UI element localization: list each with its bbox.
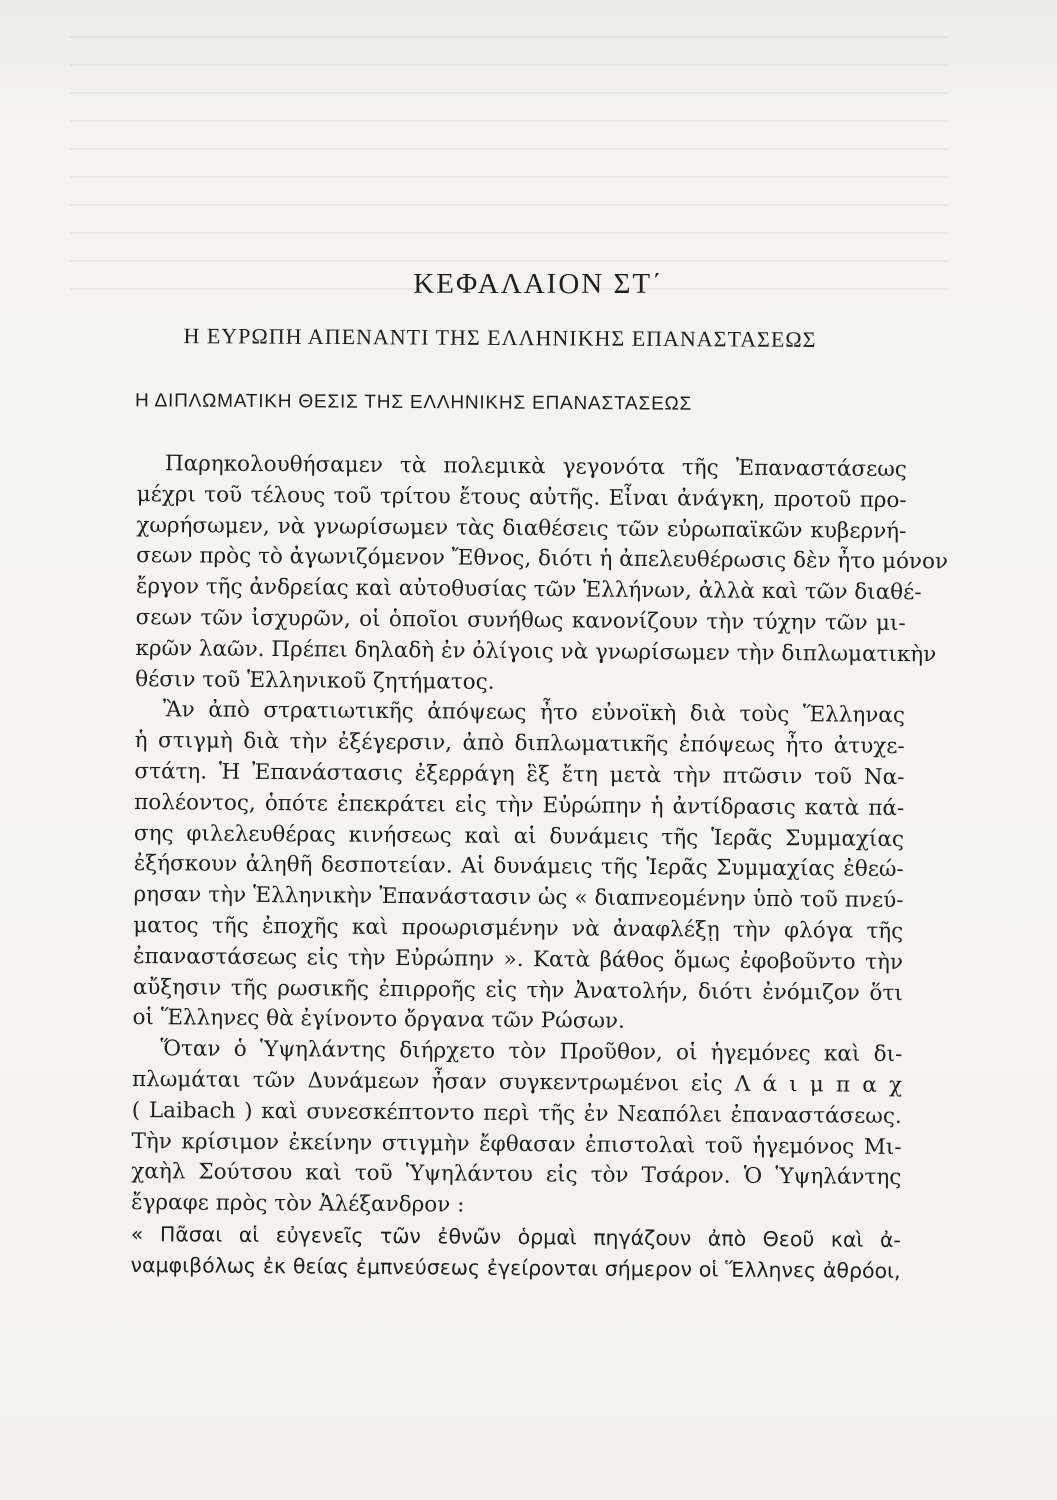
body-line: μέχρι τοῦ τέλους τοῦ τρίτου ἔτους αὐτῆς. Εἶναι ἀνάγκη, προτοῦ προ- [136,481,907,513]
body-line: σεων τῶν ἰσχυρῶν, οἱ ὁποῖοι συνήθως κανονίζουν τὴν τύχην τῶν μι- [135,604,906,637]
body-line: Ἂν ἀπὸ στρατιωτικῆς ἀπόψεως ἦτο εὐνοϊκὴ διὰ τοὺς Ἕλληνας [162,697,906,729]
body-line: ματος τῆς ἐποχῆς καὶ προωρισμένην νὰ ἀναφλέξῃ τὴν φλόγα τῆς [133,912,904,944]
body-line: θέσιν τοῦ Ἑλληνικοῦ ζητήματος. [135,666,495,695]
body-line: στάτη. Ἡ Ἐπανάστασις ἐξερράγη ἓξ ἔτη μετὰ τὴν πτῶσιν τοῦ Να- [134,758,905,791]
body-line: Τὴν κρίσιμον ἐκείνην στιγμὴν ἔφθασαν ἐπιστολαὶ τοῦ ἡγεμόνος Μι- [131,1128,902,1160]
body-line: Παρηκολουθήσαμεν τὰ πολεμικὰ γεγονότα τῆς Ἐπαναστάσεως [164,451,907,483]
body-line: Ὅταν ὁ Ὑψηλάντης διήρχετο τὸν Προῦθον, οἱ ἡγεμόνες καὶ δι- [160,1036,903,1068]
body-line: κρῶν λαῶν. Πρέπει δηλαδὴ ἐν ὀλίγοις νὰ γνωρίσωμεν τὴν διπλωματικὴν [135,635,937,668]
body-text [130,449,949,1287]
body-line: αὔξησιν τῆς ρωσικῆς ἐπιρροῆς εἰς τὴν Ἀνατολήν, διότι ἐνόμιζον ὅτι [132,974,903,1006]
body-line: σεων πρὸς τὸ ἀγωνιζόμενον Ἔθνος, διότι ἡ ἀπελευθέρωσις δὲν ἦτο μόνον [136,543,949,575]
body-line: χαὴλ Σούτσου καὶ τοῦ Ὑψηλάντου εἰς τὸν Τσάρον. Ὁ Ὑψηλάντης [131,1159,902,1191]
body-line: ἐξήσκουν ἀληθῆ δεσποτείαν. Αἱ δυνάμεις τῆς Ἱερᾶς Συμμαχίας ἐθεώ- [133,851,904,883]
quote-line: « Πᾶσαι αἱ εὐγενεῖς τῶν ἐθνῶν ὁρμαὶ πηγάζουν ἀπὸ Θεοῦ καὶ ἀ- [130,1221,901,1252]
chapter-title: ΚΕΦΑΛΑΙΟΝ ΣΤ΄ [413,268,664,300]
body-line: πολέοντος, ὁπότε ἐπεκράτει εἰς τὴν Εὐρώπην ἡ ἀντίδρασις κατὰ πά- [134,789,905,821]
body-line: ἔργον τῆς ἀνδρείας καὶ αὐτοθυσίας τῶν Ἑλλήνων, ἀλλὰ καὶ τῶν διαθέ- [135,574,922,606]
body-line: ἐπαναστάσεως εἰς τὴν Εὐρώπην ». Κατὰ βάθος ὅμως ἐφοβοῦντο τὴν [132,943,904,975]
body-line: χωρήσωμεν, νὰ γνωρίσωμεν τὰς διαθέσεις τῶν εὐρωπαϊκῶν κυβερνή- [136,512,907,544]
subsection-title: Η ΔΙΠΛΩΜΑΤΙΚΗ ΘΕΣΙΣ ΤΗΣ ΕΛΛΗΝΙΚΗΣ ΕΠΑΝΑΣΤΑΣΕΩΣ [134,390,693,415]
section-title: Η ΕΥΡΩΠΗ ΑΠΕΝΑΝΤΙ ΤΗΣ ΕΛΛΗΝΙΚΗΣ ΕΠΑΝΑΣΤΑΣΕΩΣ [183,323,817,352]
body-line: ( Laibach ) καὶ συνεσκέπτοντο περὶ τῆς ἐν Νεαπόλει ἐπαναστάσεως. [131,1097,902,1129]
body-line: οἱ Ἕλληνες θὰ ἐγίνοντο ὄργανα τῶν Ρώσων. [132,1005,625,1035]
quote-line: ναμφιβόλως ἐκ θείας ἐμπνεύσεως ἐγείρονται σήμερον οἱ Ἕλληνες ἀθρόοι, [130,1252,901,1283]
body-line: ἡ στιγμὴ διὰ τὴν ἐξέγερσιν, ἀπὸ διπλωματικῆς ἐπόψεως ἦτο ἀτυχε- [134,728,905,760]
body-line: πλωμάται τῶν Δυνάμεων ἦσαν συγκεντρωμένοι εἰς Λ ά ι μ π α χ [131,1066,903,1098]
body-line: σης φιλελευθέρας κινήσεως καὶ αἱ δυνάμεις τῆς Ἱερᾶς Συμμαχίας [133,820,905,852]
show-through-texture [70,10,947,310]
body-line: ρησαν τὴν Ἑλληνικὴν Ἐπανάστασιν ὡς « διαπνεομένην ὑπὸ τοῦ πνεύ- [133,882,904,914]
body-line: ἔγραφε πρὸς τὸν Ἀλέξανδρον : [130,1190,465,1218]
